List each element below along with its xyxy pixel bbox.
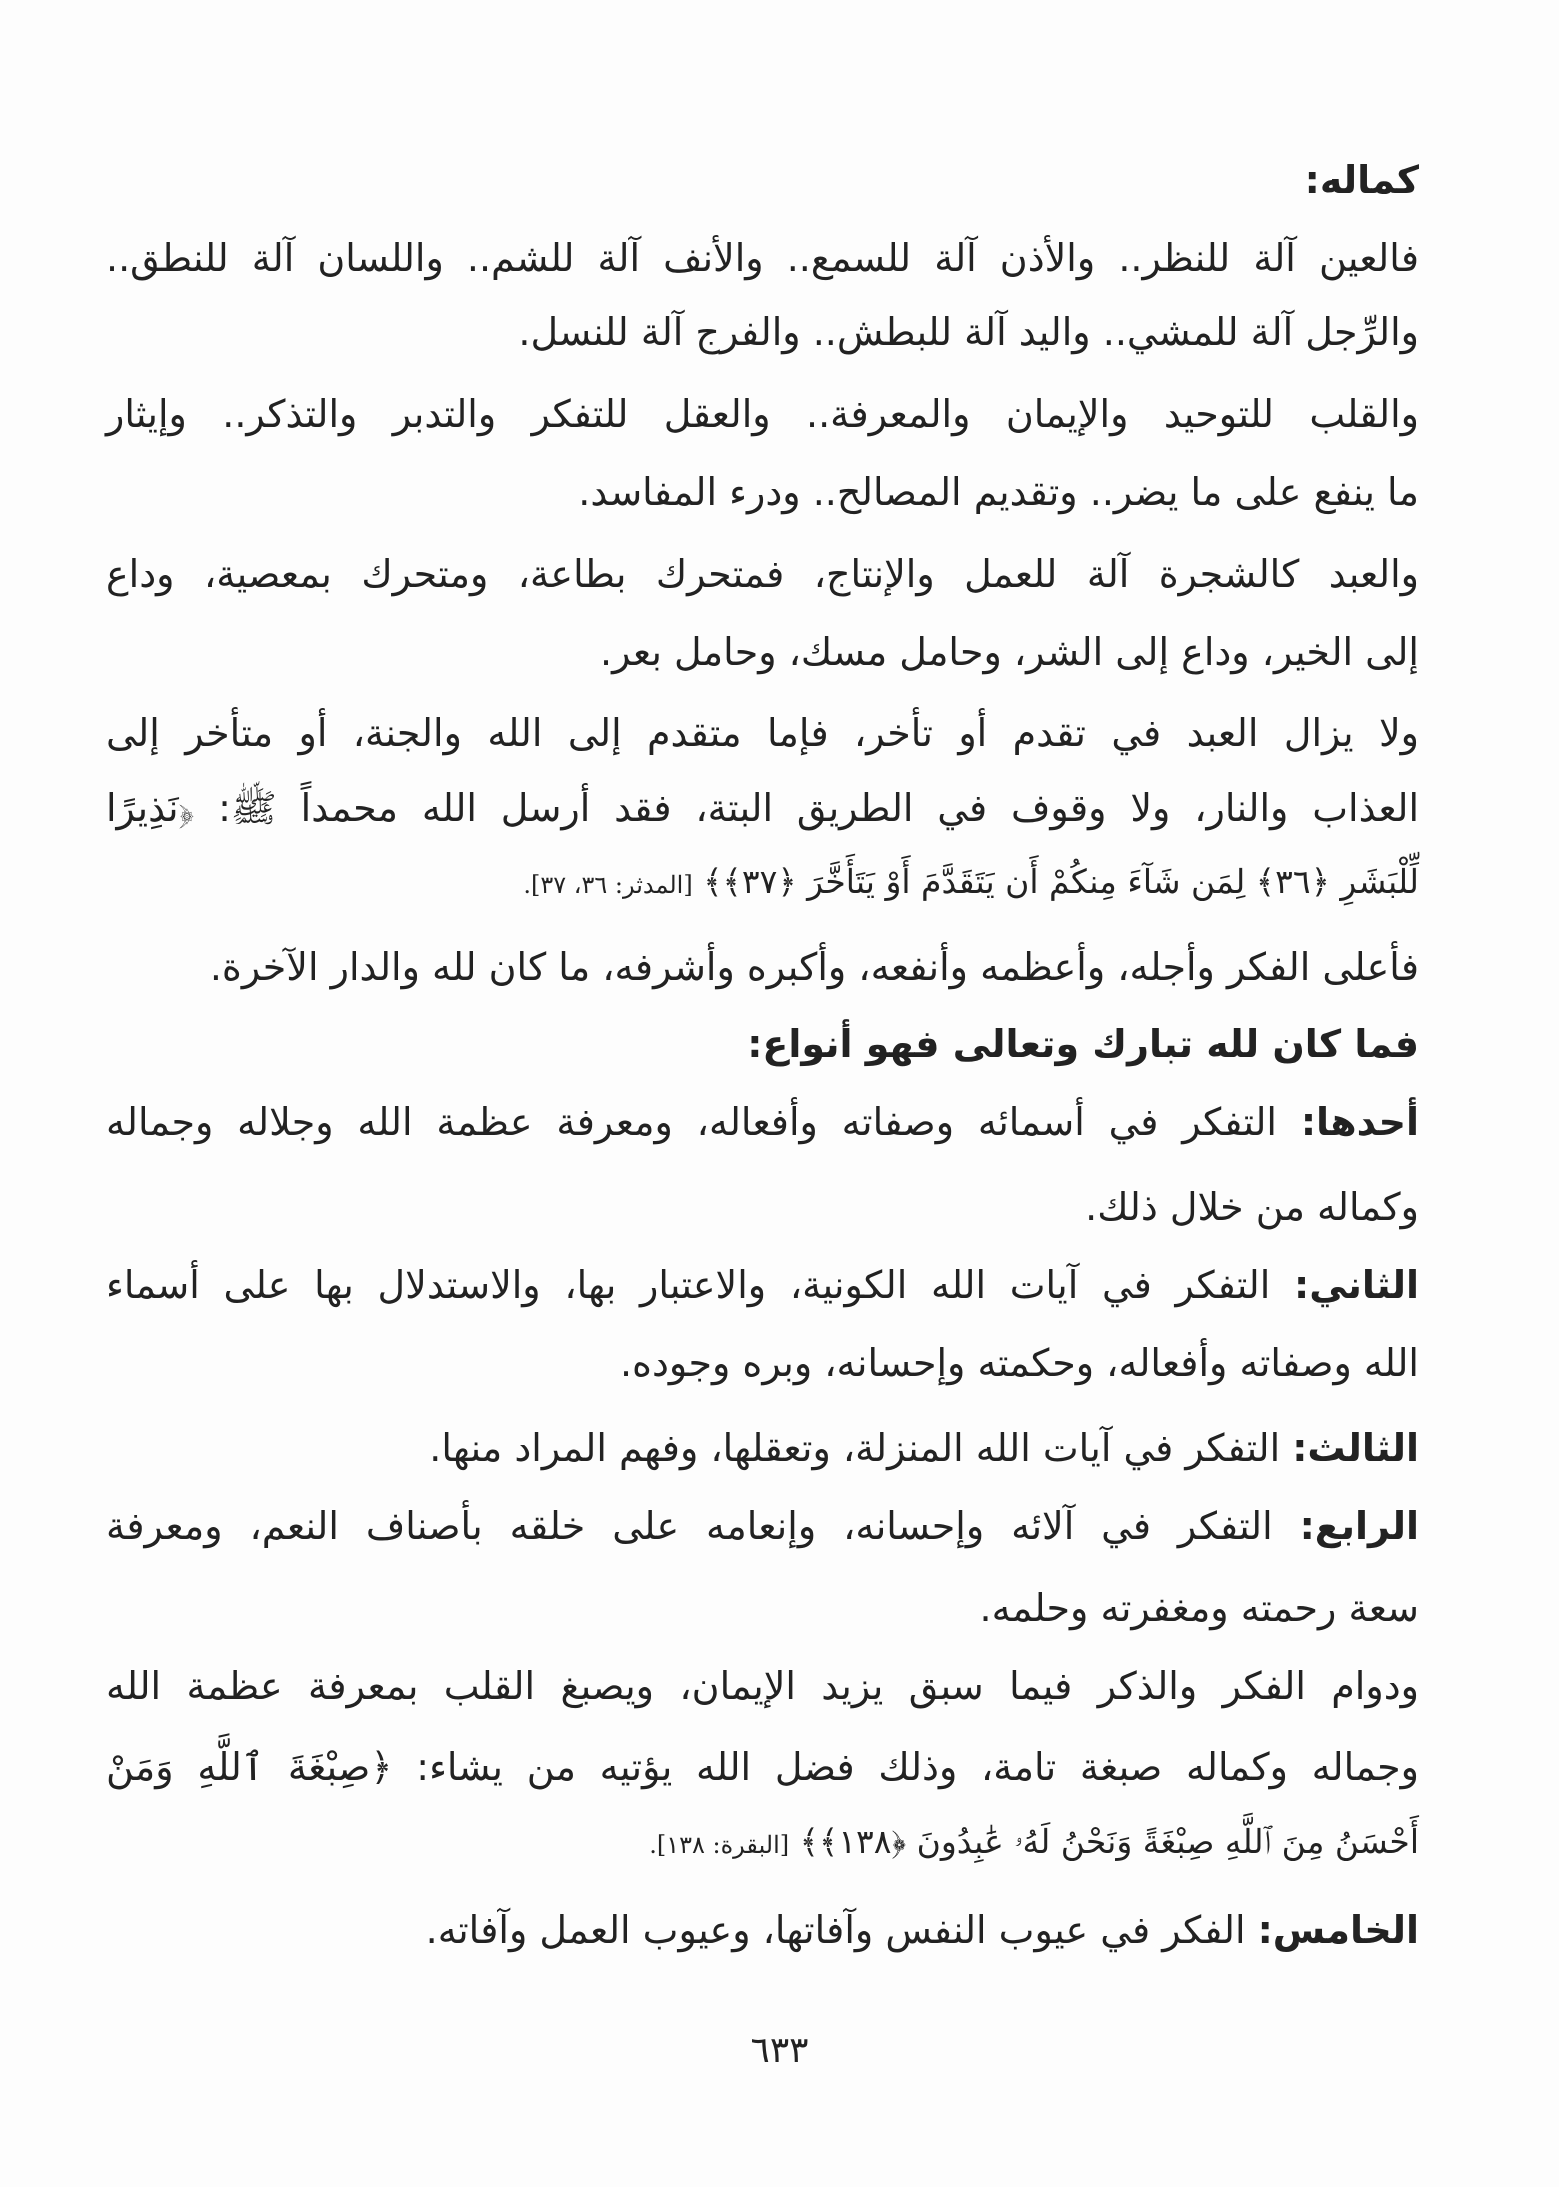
text-line xyxy=(106,1092,1419,1152)
line-text: لِّلْبَشَرِ ﴿٣٦﴾ لِمَن شَآءَ مِنكُمْ أَن يَتَقَدَّمَ أَوْ يَتَأَخَّرَ ﴿٣٧﴾﴾ xyxy=(703,862,1419,901)
bold-heading: كماله: xyxy=(1304,158,1419,202)
line-text: العذاب والنار، ولا وقوف في الطريق البتة، فقد أرسل الله محمداً ﷺ: ﴿نَذِيرًا xyxy=(106,786,1419,830)
text-line xyxy=(106,150,1419,210)
text-line xyxy=(106,1812,1419,1875)
text-line xyxy=(106,1737,1419,1797)
line-text: والرِّجل آلة للمشي.. واليد آلة للبطش.. والفرج آلة للنسل. xyxy=(518,310,1419,354)
text-line xyxy=(106,1333,1419,1393)
text-line xyxy=(106,1578,1419,1638)
line-text: وكماله من خلال ذلك. xyxy=(1085,1185,1419,1229)
text-line xyxy=(106,778,1419,838)
text-line xyxy=(106,1014,1419,1074)
line-text: التفكر في آيات الله الكونية، والاعتبار بها، والاستدلال بها على أسماء xyxy=(106,1263,1295,1307)
line-text: التفكر في أسمائه وصفاته وأفعاله، ومعرفة عظمة الله وجلاله وجماله xyxy=(106,1100,1301,1144)
line-text: فأعلى الفكر وأجله، وأعظمه وأنفعه، وأكبره وأشرفه، ما كان لله والدار الآخرة. xyxy=(209,945,1419,989)
line-text: الفكر في عيوب النفس وآفاتها، وعيوب العمل وآفاته. xyxy=(425,1908,1258,1952)
page-number: ٦٣٣ xyxy=(750,2030,809,2071)
text-line xyxy=(106,228,1419,288)
line-text: إلى الخير، وداع إلى الشر، وحامل مسك، وحامل بعر. xyxy=(600,630,1419,674)
line-text: الله وصفاته وأفعاله، وحكمته وإحسانه، وبره وجوده. xyxy=(619,1341,1419,1385)
text-line xyxy=(106,1418,1419,1478)
text-line xyxy=(106,302,1419,362)
text-line xyxy=(106,622,1419,682)
bold-heading: الثالث: xyxy=(1292,1426,1419,1470)
line-text: التفكر في آلائه وإحسانه، وإنعامه على خلقه بأصناف النعم، ومعرفة xyxy=(106,1504,1300,1548)
line-text: ما ينفع على ما يضر.. وتقديم المصالح.. ودرء المفاسد. xyxy=(578,470,1419,514)
line-text: سعة رحمته ومغفرته وحلمه. xyxy=(979,1586,1419,1630)
text-line xyxy=(106,1900,1419,1960)
text-line xyxy=(106,1656,1419,1716)
line-text: ولا يزال العبد في تقدم أو تأخر، فإما متقدم إلى الله والجنة، أو متأخر إلى xyxy=(106,711,1419,755)
text-line xyxy=(106,852,1419,915)
bold-heading: الرابع: xyxy=(1299,1504,1419,1548)
quran-reference: [البقرة: ١٣٨]. xyxy=(649,1831,790,1859)
text-line xyxy=(106,1177,1419,1237)
bold-heading: أحدها: xyxy=(1300,1100,1419,1144)
line-text: والقلب للتوحيد والإيمان والمعرفة.. والعقل للتفكر والتدبر والتذكر.. وإيثار xyxy=(106,392,1419,436)
text-line xyxy=(106,703,1419,763)
text-line xyxy=(106,1496,1419,1556)
quran-reference: [المدثر: ٣٦، ٣٧]. xyxy=(523,871,693,899)
line-text: ودوام الفكر والذكر فيما سبق يزيد الإيمان، ويصبغ القلب بمعرفة عظمة الله xyxy=(106,1664,1419,1708)
text-line xyxy=(106,384,1419,444)
bold-heading: الثاني: xyxy=(1294,1263,1419,1307)
bold-heading: فما كان لله تبارك وتعالى فهو أنواع: xyxy=(747,1022,1419,1066)
text-line xyxy=(106,1255,1419,1315)
text-line xyxy=(106,462,1419,522)
text-line xyxy=(106,544,1419,604)
line-text: فالعين آلة للنظر.. والأذن آلة للسمع.. والأنف آلة للشم.. واللسان آلة للنطق.. xyxy=(106,236,1419,280)
line-text: أَحْسَنُ مِنَ ٱللَّهِ صِبْغَةً وَنَحْنُ لَهُۥ عَٰبِدُونَ ﴿١٣٨﴾﴾ xyxy=(799,1822,1419,1861)
text-line xyxy=(106,937,1419,997)
line-text: وجماله وكماله صبغة تامة، وذلك فضل الله يؤتيه من يشاء: ﴿صِبْغَةَ ٱللَّهِ وَمَنْ xyxy=(106,1745,1419,1789)
line-text: التفكر في آيات الله المنزلة، وتعقلها، وفهم المراد منها. xyxy=(429,1426,1293,1470)
bold-heading: الخامس: xyxy=(1257,1908,1419,1952)
line-text: والعبد كالشجرة آلة للعمل والإنتاج، فمتحرك بطاعة، ومتحرك بمعصية، وداع xyxy=(106,552,1419,596)
